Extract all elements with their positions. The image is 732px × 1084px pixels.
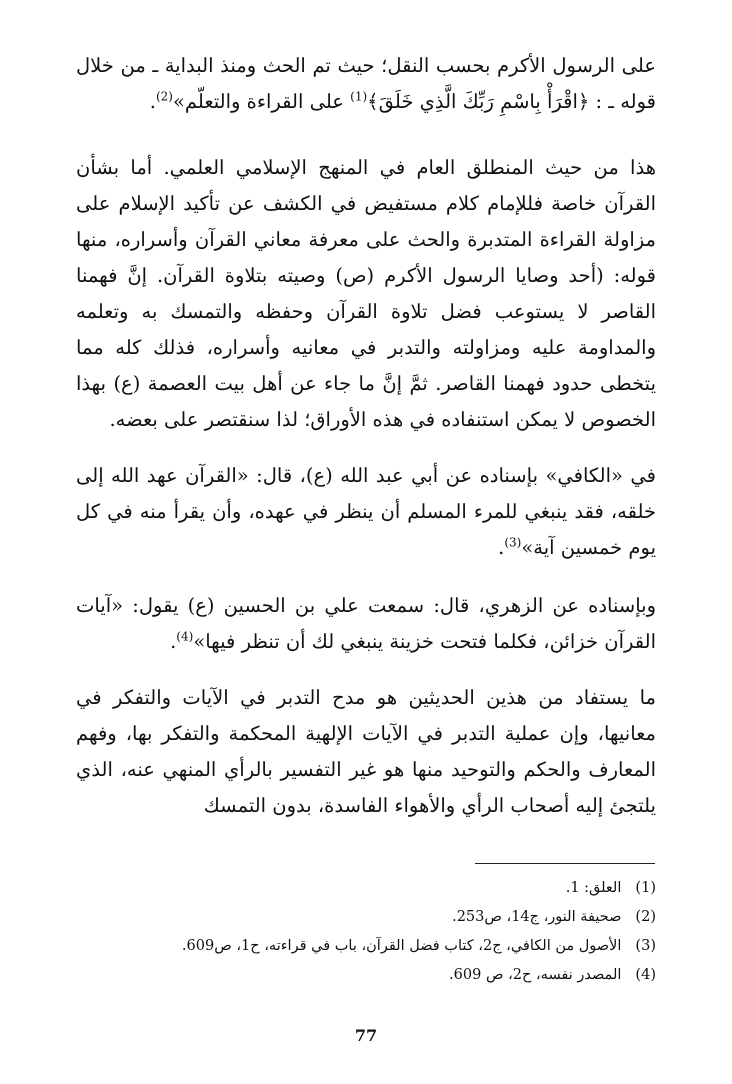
footnotes <box>76 874 656 990</box>
paragraph-3-text-b: . <box>498 536 505 559</box>
paragraph-2-text: هذا من حيث المنطلق العام في المنهج الإسلامي العلمي. أما بشأن القرآن خاصة فللإمام كلام مستفيض في الكشف عن تأكيد الإسلام على مزاولة القراءة المتدبرة والحث على معرفة معاني القرآن وأسراره، منها قوله: (أحد وصايا الرسول الأكرم (ص) وصيته بتلاوة القرآن. إنَّ فهمنا القاصر لا يستوعب فضل تلاوة القرآن وحفظه والتمسك به وتعلمه والمداومة عليه ومزاولته والتدبر في معانيه وأسراره، فذلك كله مما يتخطى حدود فهمنا القاصر. ثمَّ إنَّ ما جاء عن أهل بيت العصمة (ع) بهذا الخصوص لا يمكن استنفاده في هذه الأوراق؛ لذا سنقتصر على بعضه. <box>76 156 656 431</box>
paragraph-5 <box>76 680 656 824</box>
paragraph-4 <box>76 588 656 660</box>
paragraph-4-text-b: . <box>170 630 177 653</box>
paragraph-1-text-a: على الرسول الأكرم بحسب النقل؛ حيث تم الحث ومنذ البداية ـ من خلال قوله ـ : ﴿اقْرَأْ بِاسْمِ رَبِّكَ الَّذِي خَلَقَ﴾ <box>76 54 656 113</box>
paragraph-3 <box>76 458 656 566</box>
footnote-4 <box>76 961 656 990</box>
footnote-ref-3[interactable]: (3) <box>504 535 522 550</box>
paragraph-5-text: ما يستفاد من هذين الحديثين هو مدح التدبر في الآيات والتفكر في معانيها، وإن عملية التدبر في الآيات الإلهية المحكمة والتفكر بها، وفهم المعارف والحكم والتوحيد منها هو غير التفسير بالرأي المنهي عنه، الذي يلتجئ إليه أصحاب الرأي والأهواء الفاسدة، بدون التمسك <box>76 686 656 817</box>
footnote-3 <box>76 932 656 961</box>
footnote-text: المصدر نفسه، ح2، ص 609. <box>449 967 622 983</box>
footnote-number: (2) <box>635 909 656 925</box>
footnote-number: (1) <box>635 880 656 896</box>
footnote-text: صحيفة النور، ج14، ص253. <box>452 909 622 925</box>
footnote-number: (3) <box>635 938 656 954</box>
footnote-ref-1[interactable]: (1) <box>350 89 368 104</box>
footnote-ref-4[interactable]: (4) <box>176 629 194 644</box>
footnote-text: العلق: 1. <box>565 880 622 896</box>
paragraph-1-text-c: . <box>149 90 156 113</box>
footnote-ref-2[interactable]: (2) <box>155 89 173 104</box>
paragraph-2 <box>76 150 656 438</box>
paragraph-4-text-a: وبإسناده عن الزهري، قال: سمعت علي بن الحسين (ع) يقول: «آيات القرآن خزائن، فكلما فتحت خزينة ينبغي لك أن تنظر فيها» <box>76 594 656 653</box>
paragraph-3-text-a: في «الكافي» بإسناده عن أبي عبد الله (ع)، قال: «القرآن عهد الله إلى خلقه، فقد ينبغي للمرء المسلم أن ينظر في عهده، وأن يقرأ منه في كل يوم خمسين آية» <box>76 464 656 559</box>
main-text <box>76 48 656 824</box>
page-number: 77 <box>354 1026 378 1045</box>
paragraph-1-text-b: على القراءة والتعلّم» <box>172 90 351 113</box>
paragraph-1 <box>76 48 656 120</box>
footnote-text: الأصول من الكافي، ج2، كتاب فضل القرآن، باب في قراءته، ح1، ص609. <box>181 938 622 954</box>
footnote-1 <box>76 874 656 903</box>
footnote-number: (4) <box>635 967 656 983</box>
footnote-2 <box>76 903 656 932</box>
footnote-divider <box>475 863 655 864</box>
